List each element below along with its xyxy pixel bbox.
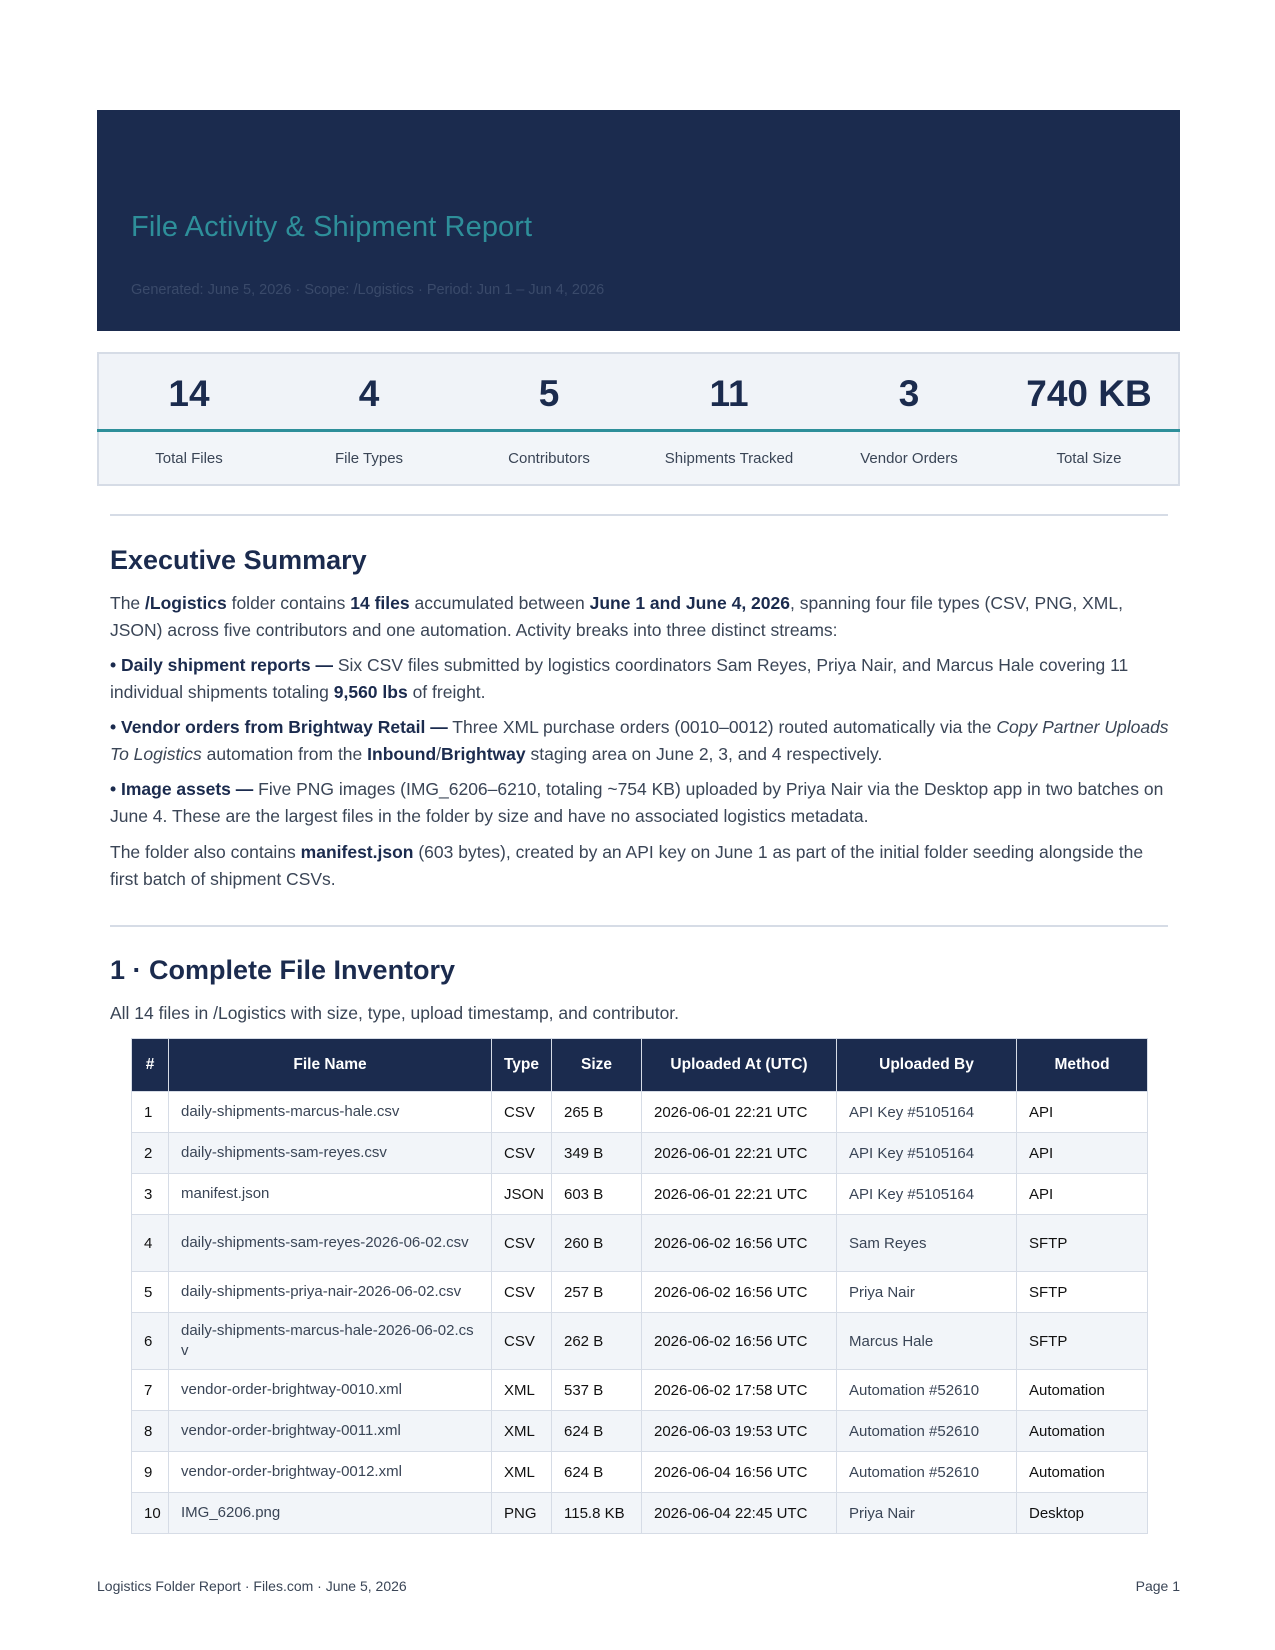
table-row xyxy=(132,1411,1148,1452)
cell-file-name: vendor-order-brightway-0012.xml xyxy=(169,1452,492,1493)
cell-type: CSV xyxy=(492,1313,552,1370)
cell-size: 603 B xyxy=(552,1174,642,1215)
stat-label: Total Files xyxy=(155,450,223,467)
cell-type: CSV xyxy=(492,1215,552,1272)
cell-type: XML xyxy=(492,1452,552,1493)
cell-index: 2 xyxy=(132,1133,169,1174)
stat-value: 3 xyxy=(898,373,920,414)
table-row xyxy=(132,1313,1148,1370)
cell-file-name: daily-shipments-sam-reyes.csv xyxy=(169,1133,492,1174)
cell-method: API xyxy=(1017,1133,1148,1174)
summary-bullet-shipments: • Daily shipment reports — Six CSV files submitted by logistics coordinators Sam Reyes, Priya Nair, and Marcus Hale covering 11 individual shipments totaling 9,560 lbs of freight. xyxy=(110,655,1129,702)
column-header: Uploaded By xyxy=(837,1039,1017,1092)
table-row xyxy=(132,1133,1148,1174)
stat-contributors xyxy=(459,354,639,484)
cell-index: 9 xyxy=(132,1452,169,1493)
cell-size: 262 B xyxy=(552,1313,642,1370)
cell-file-name: daily-shipments-sam-reyes-2026-06-02.csv xyxy=(169,1215,492,1272)
summary-bullet-vendor-orders: • Vendor orders from Brightway Retail — Three XML purchase orders (0010–0012) routed automatically via the Copy Partner Uploads To Logistics automation from the Inbound/Brightway staging area on June 2, 3, and 4 respectively. xyxy=(110,717,1169,764)
cell-size: 624 B xyxy=(552,1411,642,1452)
cell-method: Desktop xyxy=(1017,1493,1148,1534)
cell-file-name: manifest.json xyxy=(169,1174,492,1215)
footer-text: Logistics Folder Report · Files.com · June 5, 2026 xyxy=(97,1578,407,1594)
cell-uploaded-at: 2026-06-02 16:56 UTC xyxy=(642,1215,837,1272)
cell-method: SFTP xyxy=(1017,1215,1148,1272)
cell-index: 4 xyxy=(132,1215,169,1272)
report-header xyxy=(97,110,1180,331)
inventory-heading: 1 · Complete File Inventory xyxy=(110,955,456,985)
summary-paragraph: The /Logistics folder contains 14 files accumulated between June 1 and June 4, 2026, spanning four file types (CSV, PNG, XML, JSON) across five contributors and one automation. Activity breaks into three distinct streams: xyxy=(110,593,1123,640)
cell-file-name: daily-shipments-marcus-hale.csv xyxy=(169,1092,492,1133)
cell-uploaded-at: 2026-06-01 22:21 UTC xyxy=(642,1174,837,1215)
cell-method: API xyxy=(1017,1092,1148,1133)
cell-uploaded-at: 2026-06-01 22:21 UTC xyxy=(642,1133,837,1174)
cell-size: 537 B xyxy=(552,1370,642,1411)
table-row xyxy=(132,1215,1148,1272)
stat-value: 4 xyxy=(358,373,380,414)
file-inventory-table xyxy=(131,1038,1148,1534)
cell-file-name: IMG_6206.png xyxy=(169,1493,492,1534)
cell-index: 7 xyxy=(132,1370,169,1411)
cell-size: 260 B xyxy=(552,1215,642,1272)
cell-uploaded-by: Automation #52610 xyxy=(837,1452,1017,1493)
section-divider xyxy=(110,925,1168,927)
cell-uploaded-by: Priya Nair xyxy=(837,1272,1017,1313)
cell-method: Automation xyxy=(1017,1452,1148,1493)
cell-index: 10 xyxy=(132,1493,169,1534)
cell-size: 349 B xyxy=(552,1133,642,1174)
cell-uploaded-by: API Key #5105164 xyxy=(837,1092,1017,1133)
cell-uploaded-at: 2026-06-02 17:58 UTC xyxy=(642,1370,837,1411)
cell-index: 8 xyxy=(132,1411,169,1452)
stat-label: Contributors xyxy=(508,450,590,467)
table-header-row xyxy=(132,1039,1148,1092)
cell-type: CSV xyxy=(492,1092,552,1133)
cell-size: 257 B xyxy=(552,1272,642,1313)
cell-type: XML xyxy=(492,1411,552,1452)
report-meta: Generated: June 5, 2026 · Scope: /Logistics · Period: Jun 1 – Jun 4, 2026 xyxy=(131,282,605,298)
cell-method: Automation xyxy=(1017,1411,1148,1452)
cell-type: JSON xyxy=(492,1174,552,1215)
table-row xyxy=(132,1092,1148,1133)
cell-uploaded-at: 2026-06-02 16:56 UTC xyxy=(642,1313,837,1370)
cell-index: 3 xyxy=(132,1174,169,1215)
summary-heading: Executive Summary xyxy=(110,545,367,575)
cell-method: SFTP xyxy=(1017,1272,1148,1313)
column-header: File Name xyxy=(169,1039,492,1092)
cell-uploaded-by: Sam Reyes xyxy=(837,1215,1017,1272)
cell-type: XML xyxy=(492,1370,552,1411)
stat-file-types xyxy=(279,354,459,484)
cell-uploaded-at: 2026-06-03 19:53 UTC xyxy=(642,1411,837,1452)
cell-method: Automation xyxy=(1017,1370,1148,1411)
stat-total-files xyxy=(99,354,279,484)
cell-file-name: vendor-order-brightway-0011.xml xyxy=(169,1411,492,1452)
stat-total-size xyxy=(999,354,1179,484)
section-divider xyxy=(110,514,1168,516)
cell-uploaded-at: 2026-06-02 16:56 UTC xyxy=(642,1272,837,1313)
stat-value: 14 xyxy=(168,373,210,414)
stat-value: 11 xyxy=(709,373,749,414)
stat-value: 740 KB xyxy=(1026,373,1152,414)
stat-shipments-tracked xyxy=(639,354,819,484)
cell-type: PNG xyxy=(492,1493,552,1534)
cell-uploaded-by: API Key #5105164 xyxy=(837,1133,1017,1174)
cell-uploaded-by: API Key #5105164 xyxy=(837,1174,1017,1215)
stat-value: 5 xyxy=(538,373,560,414)
stat-label: Shipments Tracked xyxy=(664,450,794,467)
cell-file-name: vendor-order-brightway-0010.xml xyxy=(169,1370,492,1411)
stats-panel xyxy=(97,352,1180,486)
table-row xyxy=(132,1272,1148,1313)
table-row xyxy=(132,1493,1148,1534)
stat-label: Total Size xyxy=(1056,450,1122,467)
inventory-intro: All 14 files in /Logistics with size, type, upload timestamp, and contributor. xyxy=(110,1003,680,1023)
cell-uploaded-at: 2026-06-01 22:21 UTC xyxy=(642,1092,837,1133)
stat-vendor-orders xyxy=(819,354,999,484)
column-header: Method xyxy=(1017,1039,1148,1092)
summary-closing-paragraph: The folder also contains manifest.json (603 bytes), created by an API key on June 1 as part of the initial folder seeding alongside the first batch of shipment CSVs. xyxy=(110,842,1144,889)
table-row xyxy=(132,1452,1148,1493)
cell-file-name: daily-shipments-priya-nair-2026-06-02.csv xyxy=(169,1272,492,1313)
stat-label: File Types xyxy=(334,450,404,467)
column-header: Size xyxy=(552,1039,642,1092)
page-number: Page 1 xyxy=(1135,1578,1180,1594)
stat-label: Vendor Orders xyxy=(860,450,958,467)
cell-index: 6 xyxy=(132,1313,169,1370)
column-header: # xyxy=(132,1039,169,1092)
column-header: Type xyxy=(492,1039,552,1092)
cell-index: 5 xyxy=(132,1272,169,1313)
cell-type: CSV xyxy=(492,1133,552,1174)
table-row xyxy=(132,1174,1148,1215)
cell-size: 265 B xyxy=(552,1092,642,1133)
cell-uploaded-by: Priya Nair xyxy=(837,1493,1017,1534)
cell-size: 624 B xyxy=(552,1452,642,1493)
cell-type: CSV xyxy=(492,1272,552,1313)
cell-uploaded-by: Marcus Hale xyxy=(837,1313,1017,1370)
cell-uploaded-by: Automation #52610 xyxy=(837,1411,1017,1452)
summary-bullet-images: • Image assets — Five PNG images (IMG_6206–6210, totaling ~754 KB) uploaded by Priya Nair via the Desktop app in two batches on June 4. These are the largest files in the folder by size and have no associated logistics metadata. xyxy=(110,779,1164,826)
cell-file-name: daily-shipments-marcus-hale-2026-06-02.csv xyxy=(169,1313,492,1370)
cell-method: SFTP xyxy=(1017,1313,1148,1370)
cell-uploaded-at: 2026-06-04 22:45 UTC xyxy=(642,1493,837,1534)
report-title: File Activity & Shipment Report xyxy=(131,211,533,243)
cell-method: API xyxy=(1017,1174,1148,1215)
cell-index: 1 xyxy=(132,1092,169,1133)
cell-uploaded-by: Automation #52610 xyxy=(837,1370,1017,1411)
column-header: Uploaded At (UTC) xyxy=(642,1039,837,1092)
cell-size: 115.8 KB xyxy=(552,1493,642,1534)
table-row xyxy=(132,1370,1148,1411)
cell-uploaded-at: 2026-06-04 16:56 UTC xyxy=(642,1452,837,1493)
